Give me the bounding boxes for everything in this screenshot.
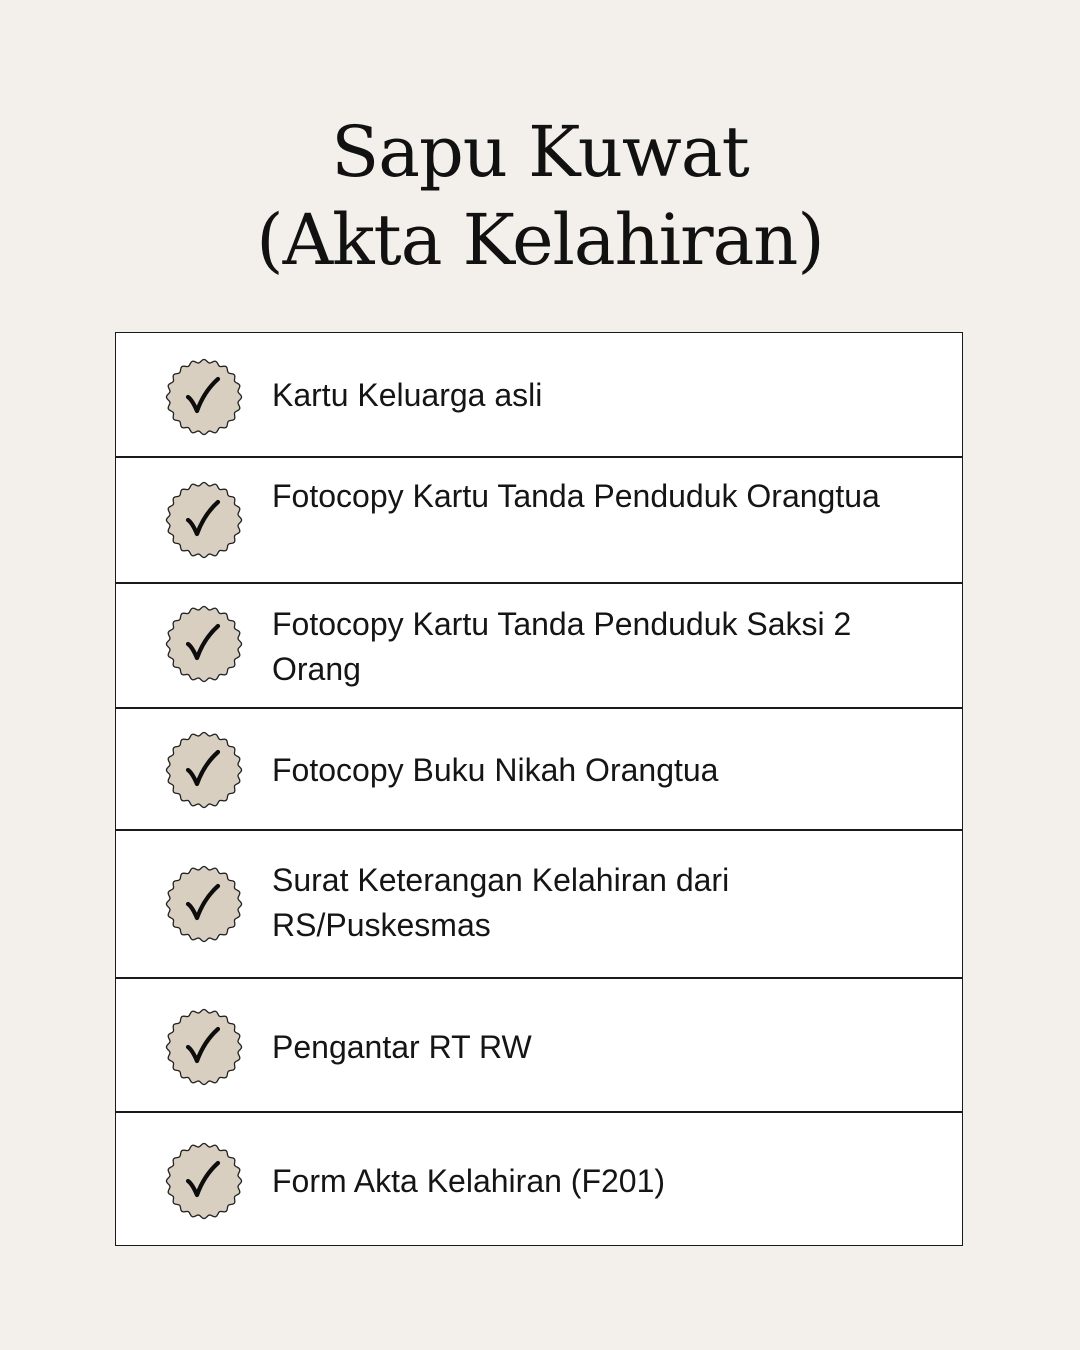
check-badge bbox=[164, 1007, 244, 1087]
checklist-item bbox=[115, 583, 963, 708]
checklist-item-label: Fotocopy Buku Nikah Orangtua bbox=[272, 752, 719, 788]
check-badge bbox=[164, 1141, 244, 1221]
check-badge bbox=[164, 864, 244, 944]
checklist-item-label: Form Akta Kelahiran (F201) bbox=[272, 1163, 666, 1199]
title-line-2: (Akta Kelahiran) bbox=[256, 199, 824, 281]
checklist-item-label: Surat Keterangan Kelahiran dari RS/Puskesmas bbox=[272, 862, 730, 943]
check-badge bbox=[164, 604, 244, 684]
page-title bbox=[0, 108, 1080, 284]
checklist-item-label: Fotocopy Kartu Tanda Penduduk Orangtua bbox=[272, 478, 880, 514]
checklist-item-label: Pengantar RT RW bbox=[272, 1029, 532, 1065]
check-badge bbox=[164, 357, 244, 437]
checklist-item bbox=[115, 708, 963, 830]
check-badge bbox=[164, 730, 244, 810]
checklist-item bbox=[115, 1112, 963, 1246]
checklist-item bbox=[115, 830, 963, 978]
checklist-item bbox=[115, 457, 963, 583]
checklist-item-label: Kartu Keluarga asli bbox=[272, 377, 543, 413]
checklist-item bbox=[115, 332, 963, 457]
title-line-1: Sapu Kuwat bbox=[331, 111, 749, 193]
checklist-item bbox=[115, 978, 963, 1112]
check-badge bbox=[164, 480, 244, 560]
checklist-item-label: Fotocopy Kartu Tanda Penduduk Saksi 2 Orang bbox=[272, 606, 852, 687]
